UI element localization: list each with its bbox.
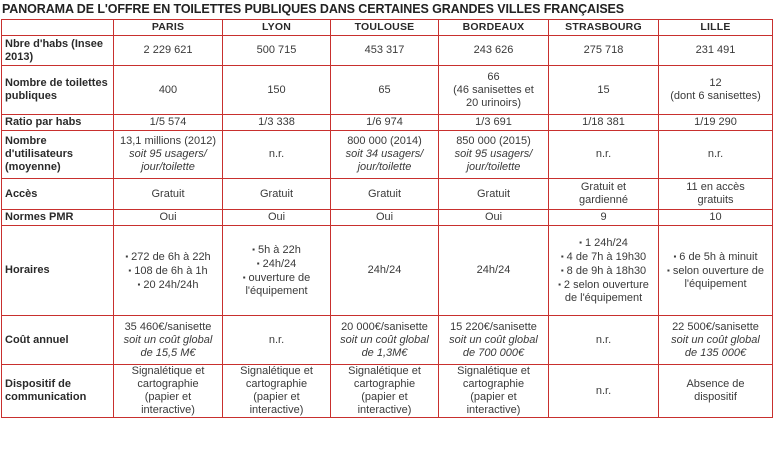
table-cell xyxy=(549,365,659,418)
cell-value: 24h/24 xyxy=(367,264,402,276)
cell-value: dispositif xyxy=(694,391,737,403)
cell-value: 20 urinoirs) xyxy=(465,96,522,109)
cell-value: Absence de xyxy=(686,378,745,390)
table-cell xyxy=(331,210,439,226)
table-cell xyxy=(331,115,439,131)
cell-note: jour/toilette xyxy=(466,161,521,173)
table-cell xyxy=(114,179,223,210)
table-cell xyxy=(114,365,223,418)
cell-note: soit un coût global xyxy=(671,333,760,346)
cell-value: 66 xyxy=(487,70,500,83)
cell-value: 1/3 338 xyxy=(258,116,295,128)
bullet-list xyxy=(225,243,328,298)
cell-value: (papier et xyxy=(470,391,517,403)
bullet-item: ▪ 1 24h/24 xyxy=(551,236,656,250)
cell-value: 2 229 621 xyxy=(143,44,193,56)
bullet-list xyxy=(116,250,220,292)
table-cell xyxy=(331,66,439,115)
cell-value: cartographie xyxy=(245,378,308,390)
table-cell xyxy=(114,36,223,66)
cell-value: gardienné xyxy=(579,194,628,206)
table-cell xyxy=(439,365,549,418)
cell-value: n.r. xyxy=(595,384,612,397)
table-cell xyxy=(549,115,659,131)
table-cell xyxy=(223,115,331,131)
cell-note: de 1,3M€ xyxy=(361,346,408,359)
bullet-item: ▪ 5h à 22h xyxy=(225,243,328,257)
table-cell xyxy=(549,131,659,179)
table-cell xyxy=(439,115,549,131)
table-cell xyxy=(114,115,223,131)
column-header-strasbourg: STRASBOURG xyxy=(549,20,659,36)
cell-value: Signalétique et xyxy=(131,365,205,377)
cell-value: 400 xyxy=(158,83,178,96)
cell-note: soit un coût global xyxy=(123,333,213,346)
table-cell xyxy=(223,131,331,179)
row-normes-pmr xyxy=(2,210,773,226)
table-cell xyxy=(439,226,549,316)
table-cell xyxy=(549,179,659,210)
cell-value: 243 626 xyxy=(473,44,514,56)
cell-value: Oui xyxy=(267,211,286,223)
cell-value: 15 220€/sanisette xyxy=(450,320,537,333)
cell-value: n.r. xyxy=(595,148,612,160)
cell-value: Gratuit xyxy=(151,187,185,200)
cell-value: Signalétique et xyxy=(348,365,421,377)
row-label: Dispositif de communication xyxy=(2,365,114,418)
cell-value: (papier et xyxy=(253,391,300,403)
cell-value: Oui xyxy=(375,211,394,223)
row-horaires xyxy=(2,226,773,316)
bullet-item: ▪ 2 selon ouverture de l'équipement xyxy=(551,278,656,305)
cell-value: 22 500€/sanisette xyxy=(672,320,759,333)
bullet-item: ▪ 108 de 6h à 1h xyxy=(116,264,220,278)
table-cell xyxy=(223,36,331,66)
table-cell xyxy=(659,131,773,179)
cell-note: soit 95 usagers/ xyxy=(454,148,533,160)
cell-note: de 700 000€ xyxy=(462,346,525,359)
row-nombre-toilettes xyxy=(2,66,773,115)
bullet-list xyxy=(661,250,770,291)
table-cell xyxy=(223,365,331,418)
cell-value: Oui xyxy=(484,211,503,223)
table-cell xyxy=(659,210,773,226)
cell-note: soit un coût global xyxy=(340,333,429,346)
cell-value: 9 xyxy=(600,211,607,223)
table-cell xyxy=(114,131,223,179)
table-cell xyxy=(223,66,331,115)
table-cell xyxy=(439,36,549,66)
cell-value: n.r. xyxy=(707,148,724,160)
cell-value: Oui xyxy=(159,211,177,223)
table-cell xyxy=(659,36,773,66)
row-habitants xyxy=(2,36,773,66)
row-label: Nombre d'utilisateurs (moyenne) xyxy=(2,131,114,179)
table-cell xyxy=(439,131,549,179)
cell-value: 231 491 xyxy=(695,44,736,56)
row-dispositif xyxy=(2,365,773,418)
column-header-bordeaux: BORDEAUX xyxy=(439,20,549,36)
cell-value: Gratuit xyxy=(259,187,293,200)
table-cell xyxy=(439,316,549,365)
table-cell xyxy=(659,316,773,365)
table-cell xyxy=(439,179,549,210)
cell-value: 850 000 (2015) xyxy=(456,135,531,147)
table-cell xyxy=(439,210,549,226)
row-label: Normes PMR xyxy=(2,210,114,226)
cell-note: soit 95 usagers/ xyxy=(129,148,207,160)
bullet-item: ▪ selon ouverture de l'équipement xyxy=(661,264,770,291)
cell-value: (dont 6 sanisettes) xyxy=(670,90,761,102)
row-label: Ratio par habs xyxy=(2,115,114,131)
cell-note: soit un coût global xyxy=(449,333,538,346)
table-cell xyxy=(331,179,439,210)
table-cell xyxy=(549,66,659,115)
table-cell xyxy=(223,316,331,365)
cell-value: (papier et xyxy=(144,391,192,403)
column-header-paris: PARIS xyxy=(114,20,223,36)
row-label: Coût annuel xyxy=(2,316,114,365)
cell-note: soit 34 usagers/ xyxy=(345,148,424,160)
cell-value: 12 xyxy=(709,77,722,89)
cell-value: cartographie xyxy=(137,378,199,390)
cell-value: cartographie xyxy=(462,378,525,390)
cell-value: 1/19 290 xyxy=(694,116,737,128)
table-cell xyxy=(331,226,439,316)
cell-value: 1/3 691 xyxy=(475,116,512,128)
cell-value: cartographie xyxy=(353,378,416,390)
cell-note: de 15,5 M€ xyxy=(140,346,196,359)
table-cell xyxy=(659,179,773,210)
cell-value: Signalétique et xyxy=(240,365,313,377)
bullet-item: ▪ 20 24h/24h xyxy=(116,278,220,292)
table-cell xyxy=(439,66,549,115)
cell-note: jour/toilette xyxy=(357,161,412,173)
table-cell xyxy=(331,36,439,66)
table-cell xyxy=(223,226,331,316)
table-cell xyxy=(659,66,773,115)
toilets-comparison-table xyxy=(1,19,773,418)
row-label: Accès xyxy=(2,179,114,210)
table-cell xyxy=(549,36,659,66)
cell-value: 65 xyxy=(378,83,391,96)
bullet-list xyxy=(551,236,656,305)
row-label: Horaires xyxy=(2,226,114,316)
cell-value: interactive) xyxy=(466,404,521,416)
cell-value: n.r. xyxy=(268,333,285,346)
cell-value: 1/5 574 xyxy=(149,116,187,128)
cell-value: 35 460€/sanisette xyxy=(124,320,212,333)
cell-value: Gratuit xyxy=(367,187,401,200)
cell-value: 275 718 xyxy=(583,44,624,56)
cell-value: n.r. xyxy=(268,148,285,160)
row-label: Nbre d'habs (Insee 2013) xyxy=(2,36,114,66)
row-utilisateurs xyxy=(2,131,773,179)
row-cout-annuel xyxy=(2,316,773,365)
row-acces xyxy=(2,179,773,210)
cell-value: (papier et xyxy=(361,391,408,403)
cell-value: interactive) xyxy=(357,404,412,416)
cell-value: 800 000 (2014) xyxy=(347,135,422,147)
cell-note: jour/toilette xyxy=(141,161,195,173)
table-cell xyxy=(331,365,439,418)
table-cell xyxy=(331,316,439,365)
cell-value: n.r. xyxy=(595,333,612,346)
cell-value: interactive) xyxy=(249,404,304,416)
table-cell xyxy=(659,365,773,418)
column-header-toulouse: TOULOUSE xyxy=(331,20,439,36)
row-ratio xyxy=(2,115,773,131)
bullet-item: ▪ 8 de 9h à 18h30 xyxy=(551,264,656,278)
cell-value: interactive) xyxy=(141,404,195,416)
table-cell xyxy=(549,316,659,365)
cell-value: 150 xyxy=(267,83,286,96)
table-cell xyxy=(114,316,223,365)
cell-value: Gratuit xyxy=(476,187,510,200)
table-cell xyxy=(223,210,331,226)
cell-value: 11 en accès xyxy=(686,181,745,193)
column-header-lyon: LYON xyxy=(223,20,331,36)
cell-value: 24h/24 xyxy=(476,264,511,276)
header-row xyxy=(2,20,773,36)
table-cell xyxy=(549,210,659,226)
cell-value: 453 317 xyxy=(364,44,405,56)
bullet-item: ▪ ouverture de l'équipement xyxy=(225,271,328,298)
cell-value: 13,1 millions (2012) xyxy=(120,135,216,147)
table-cell xyxy=(659,226,773,316)
table-cell xyxy=(114,226,223,316)
bullet-item: ▪ 272 de 6h à 22h xyxy=(116,250,220,264)
cell-note: de 135 000€ xyxy=(684,346,747,359)
cell-value: 15 xyxy=(597,83,610,96)
page-title: PANORAMA DE L'OFFRE EN TOILETTES PUBLIQUES DANS CERTAINES GRANDES VILLES FRANÇAISES xyxy=(2,2,625,16)
table-cell xyxy=(114,210,223,226)
table-cell xyxy=(331,131,439,179)
cell-value: (46 sanisettes et xyxy=(453,83,534,96)
bullet-item: ▪ 24h/24 xyxy=(225,257,328,271)
bullet-item: ▪ 4 de 7h à 19h30 xyxy=(551,250,656,264)
row-label: Nombre de toilettes publiques xyxy=(2,66,114,115)
table-cell xyxy=(549,226,659,316)
cell-value: Gratuit et xyxy=(580,181,627,193)
cell-value: 20 000€/sanisette xyxy=(341,320,428,333)
corner-cell xyxy=(2,20,114,36)
table-body xyxy=(2,36,773,418)
column-header-lille: LILLE xyxy=(659,20,773,36)
table-cell xyxy=(659,115,773,131)
table-cell xyxy=(114,66,223,115)
cell-value: 500 715 xyxy=(256,44,297,56)
cell-value: 1/18 381 xyxy=(582,116,625,128)
cell-value: 10 xyxy=(709,211,722,223)
cell-value: 1/6 974 xyxy=(366,116,403,128)
cell-value: gratuits xyxy=(697,194,734,206)
table-cell xyxy=(223,179,331,210)
cell-value: Signalétique et xyxy=(457,365,530,377)
bullet-item: ▪ 6 de 5h à minuit xyxy=(661,250,770,264)
